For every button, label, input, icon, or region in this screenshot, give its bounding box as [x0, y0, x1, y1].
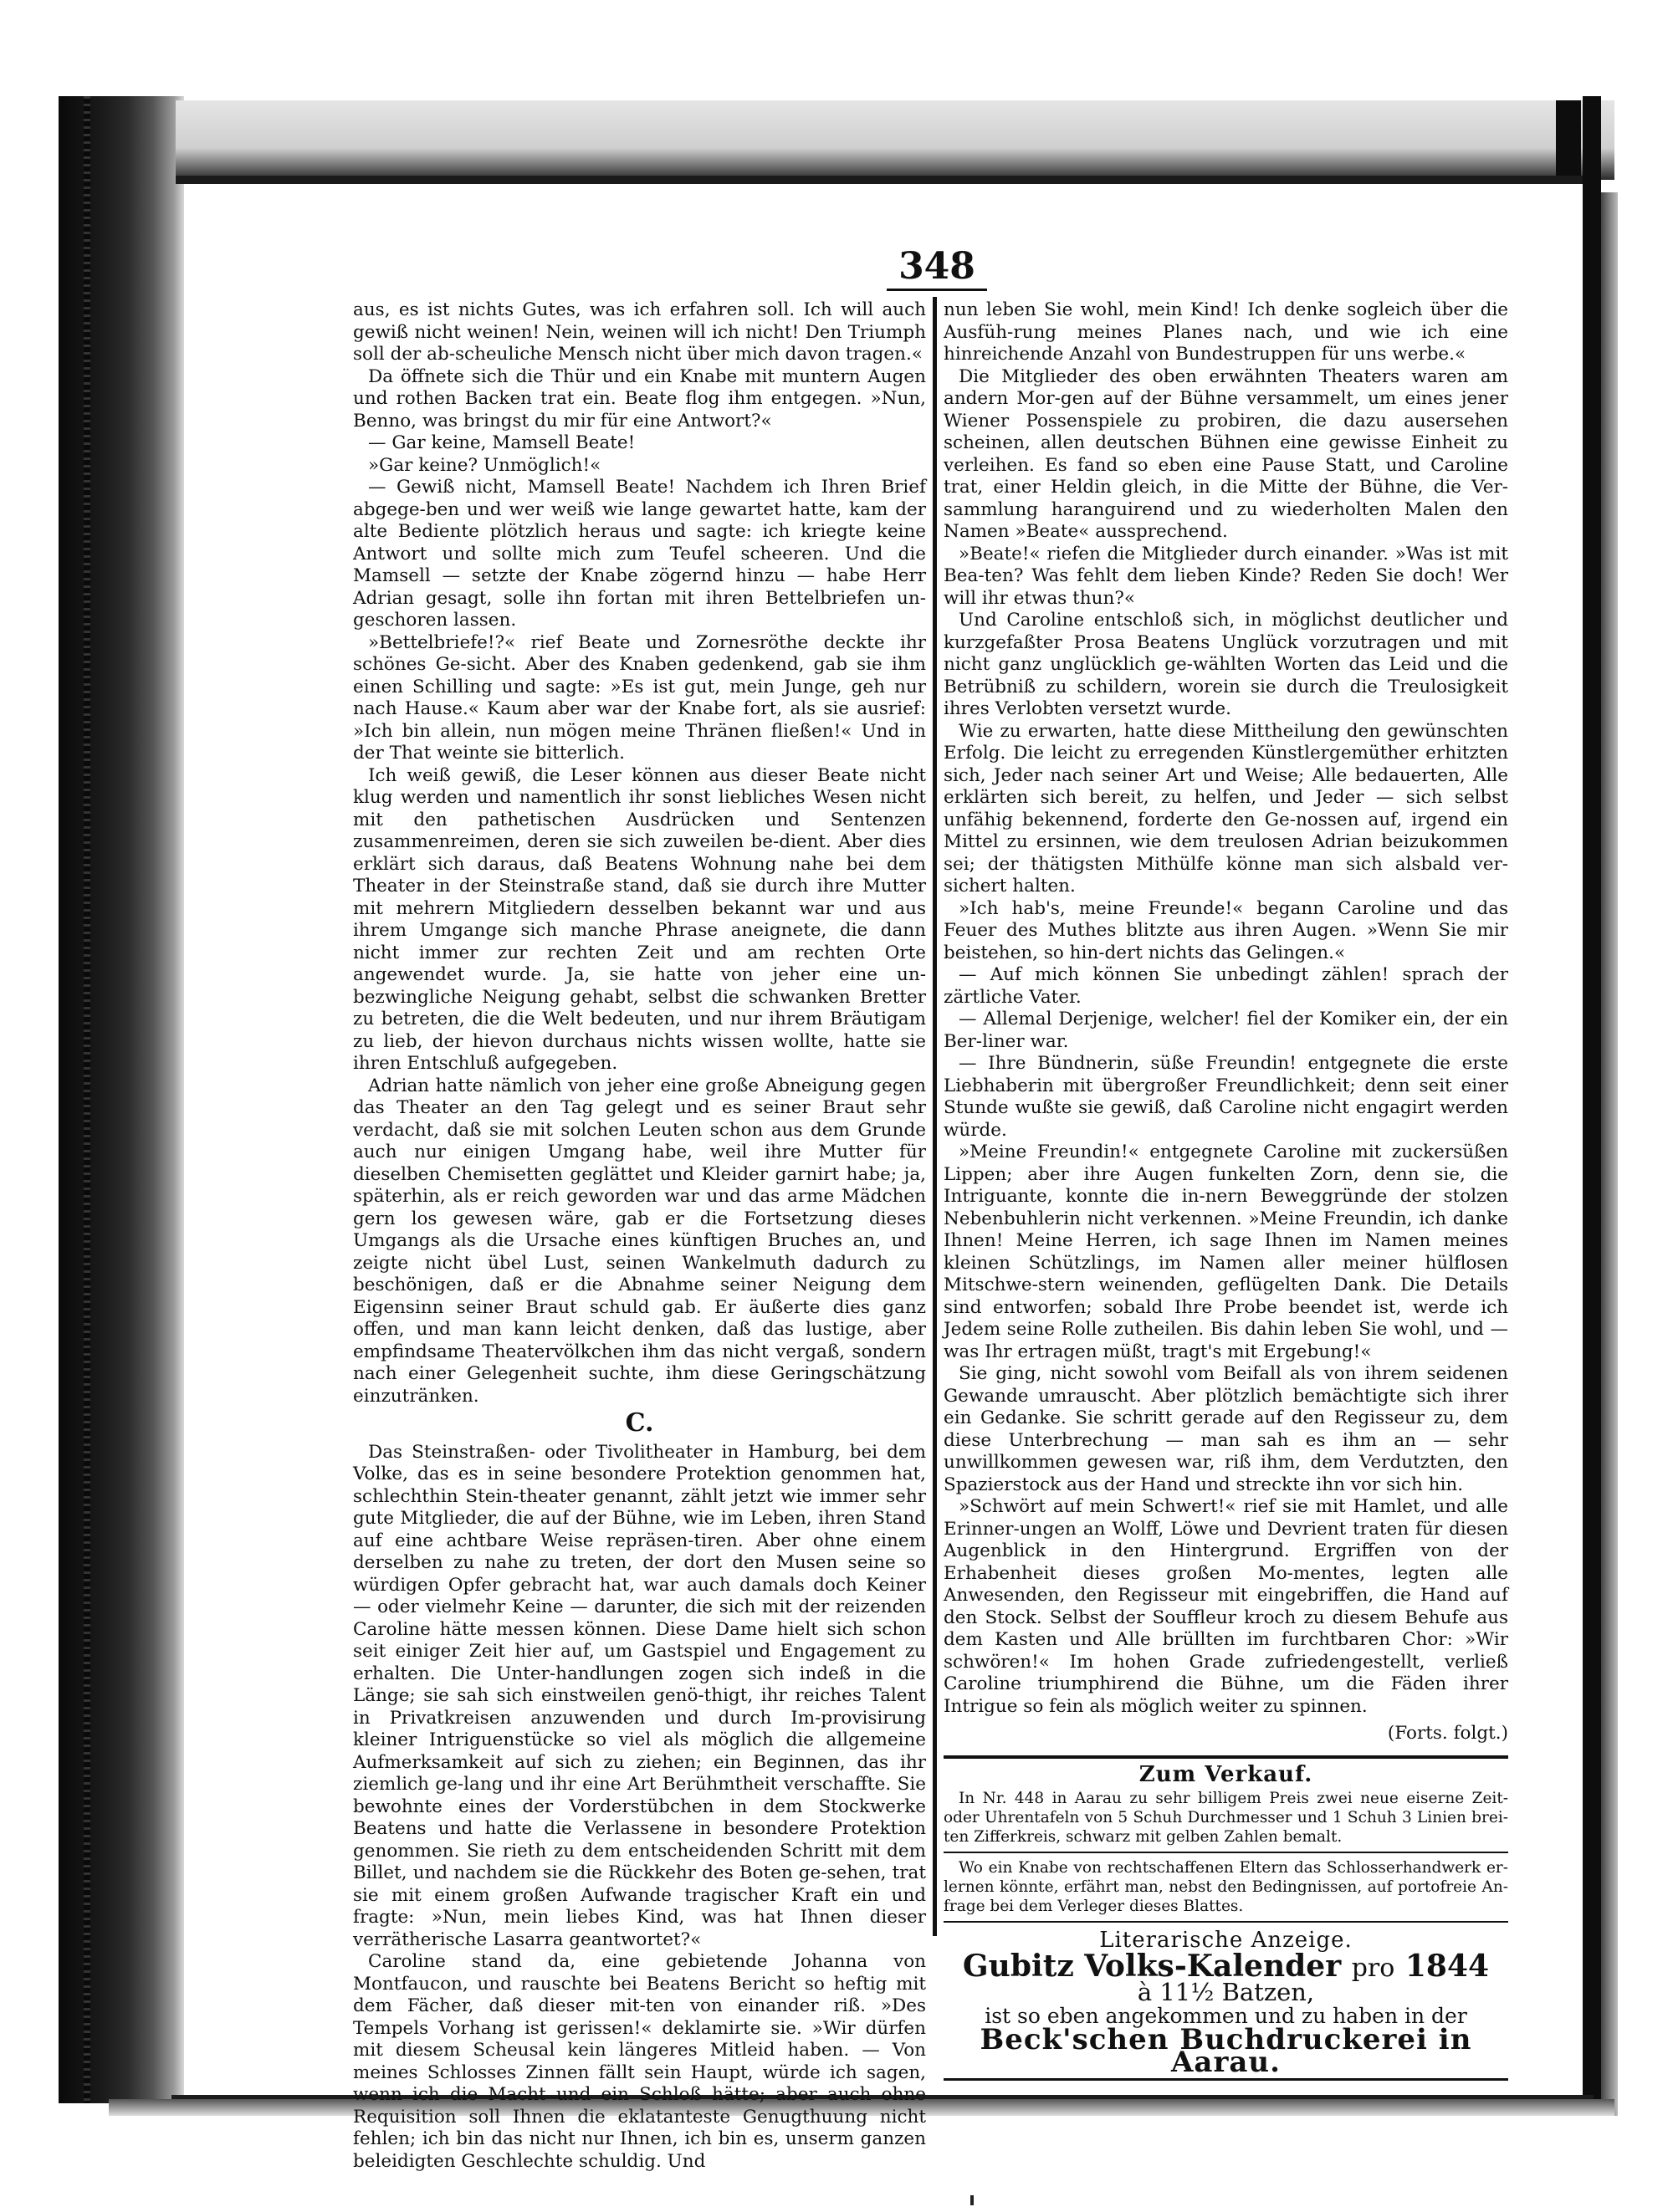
paragraph: »Bettelbriefe!?« rief Beate und Zornesröthe deckte ihr schönes Ge-sicht. Aber des Knaben gedenkend, gab sie ihm einen Schilling und sagte: »Es ist gut, mein Junge, geh nur nach Hause.« Kaum aber war der Knabe fort, als sie ausrief: »Ich bin allein, nun mögen meine Thränen fließen!« Und in der That weinte sie bitterlich. [353, 631, 926, 764]
paragraph: — Gewiß nicht, Mamsell Beate! Nachdem ich Ihren Brief abgege-ben und wer weiß wie lange gewartet hatte, kam der alte Bediente plötzlich heraus und sagte: ich kriegte keine Antwort und sollte mich zum Teufel scheeren. Und die Mamsell — setzte der Knabe zögernd hinzu — habe Herr Adrian gesagt, solle ihn fortan mit ihren Bettelbriefen un-geschoren lassen. [353, 477, 926, 631]
page-top-edge [176, 176, 1598, 184]
paragraph: — Allemal Derjenige, welcher! fiel der Komiker ein, der ein Ber-liner war. [944, 1009, 1508, 1052]
column-divider [933, 297, 937, 1936]
paragraph: — Ihre Bündnerin, süße Freundin! entgegnete die erste Liebhaberin mit übergroßer Freundlichkeit; denn seit einer Stunde wußte sie gewiß, daß Caroline nicht engagirt werden würde. [944, 1053, 1508, 1141]
paragraph: »Ich hab's, meine Freunde!« begann Caroline und das Feuer des Muthes blitzte aus ihren Augen. »Wenn Sie mir beistehen, so hin-dert nichts das Gelingen.« [944, 897, 1508, 963]
right-edge-gradient [1601, 192, 1618, 2116]
paragraph: Sie ging, nicht sowohl vom Beifall als von ihrem seidenen Gewande umrauscht. Aber plötzlich bemächtigte sich ihrer ein Gedanke. Sie schritt gerade auf den Regisseur zu, dem diese Unterbrechung — man sah es ihm an — sehr unwillkommen gewesen war, riß ihm, dem Verdutzten, den Spazierstock aus der Hand und streckte ihn vor sich hin. [944, 1363, 1508, 1495]
ad-separator [944, 1921, 1508, 1923]
paragraph: Die Mitglieder des oben erwähnten Theaters waren am andern Mor-gen auf der Bühne versammelt, um eines jener Wiener Possenspiele zu probiren, die dazu ausersehen scheinen, allen deutschen Bühnen eine gewisse Einheit zu verleihen. Es fand so eben eine Pause Statt, und Caroline trat, einer Heldin gleich, in die Mitte der Bühne, die Ver-sammlung haranguirend und zu wiederholten Malen den Namen »Beate« aussprechend. [944, 365, 1508, 542]
sale-ad-text: In Nr. 448 in Aarau zu sehr billigem Preis zwei neue eiserne Zeit- oder Uhrentafeln von 5 Schuh Durchmesser und 1 Schuh 3 Linien brei-ten Zifferkreis, schwarz mit gelben Zahlen bemalt. [944, 1790, 1508, 1846]
paragraph: Und Caroline entschloß sich, in möglichst deutlicher und kurzgefaßter Prosa Beatens Unglück vorzutragen und mit nicht ganz unglücklich ge-wählten Worten das Leid und die Betrübniß zu schildern, worein sie durch die Treulosigkeit ihres Verlobten versetzt wurde. [944, 610, 1508, 719]
paragraph: nun leben Sie wohl, mein Kind! Ich denke sogleich über die Ausfüh-rung meines Planes nach, und wie ich eine hinreichende Anzahl von Bundestruppen für uns werbe.« [944, 299, 1508, 365]
left-column [353, 299, 926, 2173]
right-edge-shadow [1583, 96, 1601, 2112]
paragraph: Wie zu erwarten, hatte diese Mittheilung den gewünschten Erfolg. Die leicht zu erregenden Künstlergemüther erhitzten sich, Jeder nach seiner Art und Weise; Alle bedauerten, Alle erklärten sich bereit, zu helfen, und Jeder — sich selbst unfähig bekennend, forderte den Ge-nossen auf, irgend ein Mittel zu ersinnen, wie dem treulosen Adrian beizukommen sei; der thätigsten Mithülfe könne man sich alsbald ver-sichert halten. [944, 720, 1508, 897]
book-binding-shadow [59, 96, 184, 2103]
sale-ad-heading: Zum Verkauf. [1138, 1761, 1313, 1787]
paragraph: Caroline stand da, eine gebietende Johanna von Montfaucon, und rauschte bei Beatens Bericht so heftig mit dem Fächer, daß dieser mit-ten von einander riß. »Des Tempels Vorhang ist gerissen!« deklamirte sie. »Wir dürfen mit diesem Scheusal kein längeres Mitleid haben. — Von meines Schlosses Zinnen fällt sein Haupt, würde ich sagen, wenn ich die Macht und ein Schloß hätte; aber auch ohne Requisition soll Ihnen die eklatanteste Genugthuung nicht fehlen; ich bin das nicht nur Ihnen, ich bin es, unserm ganzen beleidigten Geschlechte schuldig. Und [353, 1951, 926, 2172]
paragraph: aus, es ist nichts Gutes, was ich erfahren soll. Ich will auch gewiß nicht weinen! Nein, weinen will ich nicht! Den Triumph soll der ab-scheuliche Mensch nicht über mich davon tragen.« [353, 299, 926, 365]
paragraph: Adrian hatte nämlich von jeher eine große Abneigung gegen das Theater an den Tag gelegt und es seiner Braut sehr verdacht, daß sie mit solchen Leuten schon aus dem Grunde auch nur einigen Umgang habe, weil ihre Mutter für dieselben Chemisetten geglättet und Kleider garnirt habe; ja, späterhin, als er reich geworden war und das arme Mädchen gern los gewesen wäre, gab er die Fortsetzung dieses Umgangs als die Ursache eines künftigen Bruches an, und zeigte nicht übel Lust, seinen Wankelmuth dadurch zu beschönigen, daß er die Abnahme seiner Neigung dem Eigensinn seiner Braut schuld gab. Er äußerte dies ganz offen, und man kann leicht denken, daß das lustige, aber empfindsame Theatervölkchen ihm das nicht vergaß, sondern nach einer Gelegenheit suchte, ihm diese Geringschätzung einzutränken. [353, 1075, 926, 1407]
ad-separator [944, 1852, 1508, 1853]
kalender-year: 1844 [1404, 1948, 1490, 1984]
paragraph: »Gar keine? Unmöglich!« [368, 454, 601, 476]
printer-name: Beck'schen Buchdruckerei in Aarau. [980, 2023, 1472, 2079]
scan-mark [970, 2195, 974, 2205]
page-top-shadow [176, 100, 1614, 180]
paragraph: Ich weiß gewiß, die Leser können aus dieser Beate nicht klug werden und namentlich ihr sonst liebliches Wesen nicht mit den pathetischen Ausdrücken und Sentenzen zusammenreimen, deren sie sich zuweilen be-dient. Aber dies erklärt sich daraus, daß Beatens Wohnung nahe bei dem Theater in der Steinstraße stand, daß sie durch ihre Mutter mit mehrern Mitgliedern desselben bekannt war und aus ihrem Umgange sich manche Phrase aneignete, die dann nicht immer zur rechten Zeit und am rechten Orte angewendet wurde. Ja, sie hatte von jeher eine un-bezwingliche Neigung gehabt, selbst die schwanken Bretter zu betreten, die die Welt bedeuten, und nur ihrem Bräutigam zu lieb, der hievon durchaus nichts wissen wollte, hatte sie ihren Entschluß aufgegeben. [353, 764, 926, 1074]
kalender-availability: ist so eben angekommen und zu haben in der [985, 2003, 1467, 2028]
page-number-rule [887, 289, 987, 291]
paragraph: »Beate!« riefen die Mitglieder durch einander. »Was ist mit Bea-ten? Was fehlt dem lieben Kinde? Reden Sie doch! Wer will ihr etwas thun?« [944, 543, 1508, 609]
paragraph: — Auf mich können Sie unbedingt zählen! sprach der zärtliche Vater. [944, 964, 1508, 1008]
section-heading: C. [625, 1408, 654, 1438]
right-column [944, 299, 1508, 2081]
apprentice-ad-text: Wo ein Knabe von rechtschaffenen Eltern das Schlosserhandwerk er-lernen könnte, erfährt man, nebst den Bedingnissen, auf portofreie An-frage bei dem Verleger dieses Blattes. [944, 1859, 1508, 1915]
paragraph: »Meine Freundin!« entgegnete Caroline mit zuckersüßen Lippen; aber ihre Augen funkelten Zorn, denn sie, die Intriguante, konnte die in-nern Beweggründe der stolzen Nebenbuhlerin nicht verkennen. »Meine Freundin, ich danke Ihnen! Meine Herren, ich sage Ihnen im Namen meines kleinen Schützlings, im Namen aller meiner hülflosen Mitschwe-stern weinenden, geflügelten Dank. Die Details sind entworfen; sobald Ihre Probe beendet ist, werde ich Jedem seine Rolle zutheilen. Bis dahin leben Sie wohl, und — was Ihr ertragen müßt, tragt's mit Ergebung!« [944, 1142, 1508, 1362]
paragraph: »Schwört auf mein Schwert!« rief sie mit Hamlet, und alle Erinner-ungen an Wolff, Löwe und Devrient traten für diesen Augenblick in den Hintergrund. Ergriffen von der Erhabenheit dieses großen Mo-mentes, legten alle Anwesenden, den Regisseur mit eingebriffen, die Hand auf den Stock. Selbst der Souffleur kroch zu diesem Behufe aus dem Kasten und Alle brüllten im furchtbaren Chor: »Wir schwören!« Im hohen Grade zufriedengestellt, verließ Caroline triumphirend die Bühne, um die Fäden ihrer Intrigue so fein als möglich weiter zu spinnen. [944, 1496, 1508, 1717]
continuation-note: (Forts. folgt.) [1387, 1723, 1508, 1744]
kalender-title-line [944, 1948, 1508, 1984]
page-number: 348 [898, 245, 975, 288]
literary-ad-heading: Literarische Anzeige. [1099, 1928, 1353, 1953]
paragraph: — Gar keine, Mamsell Beate! [368, 432, 636, 453]
kalender-price: à 11½ Batzen, [1137, 1978, 1315, 2006]
page-corner-shadow [1556, 100, 1581, 176]
ad-separator [944, 1755, 1508, 1759]
kalender-pro: pro [1351, 1953, 1395, 1983]
kalender-title: Gubitz Volks-Kalender [962, 1948, 1342, 1984]
paragraph: Da öffnete sich die Thür und ein Knabe mit muntern Augen und rothen Backen trat ein. Beate flog ihm entgegen. »Nun, Benno, was bringst du mir für eine Antwort?« [353, 365, 926, 432]
paragraph: Das Steinstraßen- oder Tivolitheater in Hamburg, bei dem Volke, das es in seine besondere Protektion genommen hat, schlechthin Stein-theater genannt, zählt jetzt wie immer sehr gute Mitglieder, die auf der Bühne, wie im Leben, ihren Stand auf eine achtbare Weise repräsen-tiren. Aber ohne einem derselben zu nahe zu treten, der dort den Musen seine so würdigen Opfer gebracht hat, war auch damals doch Keiner — oder vielmehr Keine — darunter, die sich mit der reizenden Caroline hätte messen können. Diese Dame hielt sich schon seit einiger Zeit hier auf, um Gastspiel und Engagement zu erhalten. Die Unter-handlungen zogen sich indeß in die Länge; sie sah sich einstweilen genö-thigt, ihr reiches Talent in Privatkreisen anzuwenden und durch Im-provisirung kleiner Intriguenstücke so viel als möglich die allgemeine Aufmerksamkeit auf sich zu ziehen; ein Beginnen, das ihr ziemlich ge-lang und ihr eine Art Berühmtheit verschaffte. Sie bewohnte eines der Vorderstübchen in dem Stockwerke Beatens und hatte die Verlassene in besondere Protektion genommen. Sie rieth zu dem entscheidenden Schritt mit dem Billet, und nachdem sie die Rückkehr des Boten ge-sehen, trat sie mit einem großen Aufwande tragischer Kraft ein und fragte: »Nun, mein liebes Kind, was hat Ihnen dieser verrätherische Lasarra geantwortet?« [353, 1441, 926, 1950]
